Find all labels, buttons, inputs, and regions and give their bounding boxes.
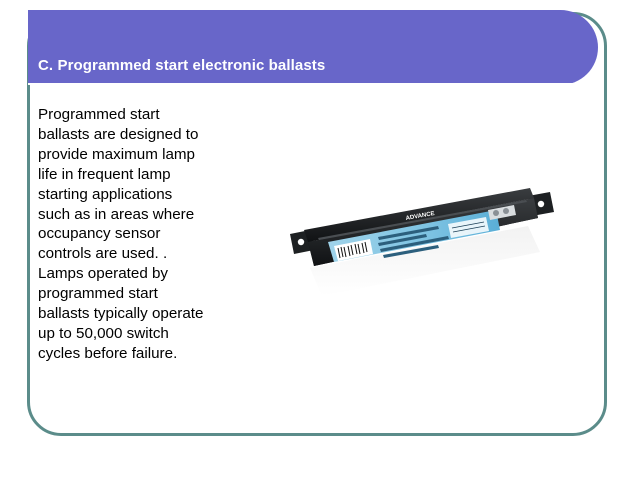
ballast-product-image (288, 168, 556, 318)
ballast-brand-text: ADVANCE (405, 210, 436, 222)
title-underline (28, 83, 583, 85)
slide-title: C. Programmed start electronic ballasts (38, 57, 326, 74)
slide-body-text: Programmed start ballasts are designed to provide maximum lamp life in frequent lamp starting applications such as in areas where occupancy sensor controls are used. . Lamps operated by programmed start ballasts typically operate up to 50,000 switch cycles before failure. (38, 106, 204, 362)
